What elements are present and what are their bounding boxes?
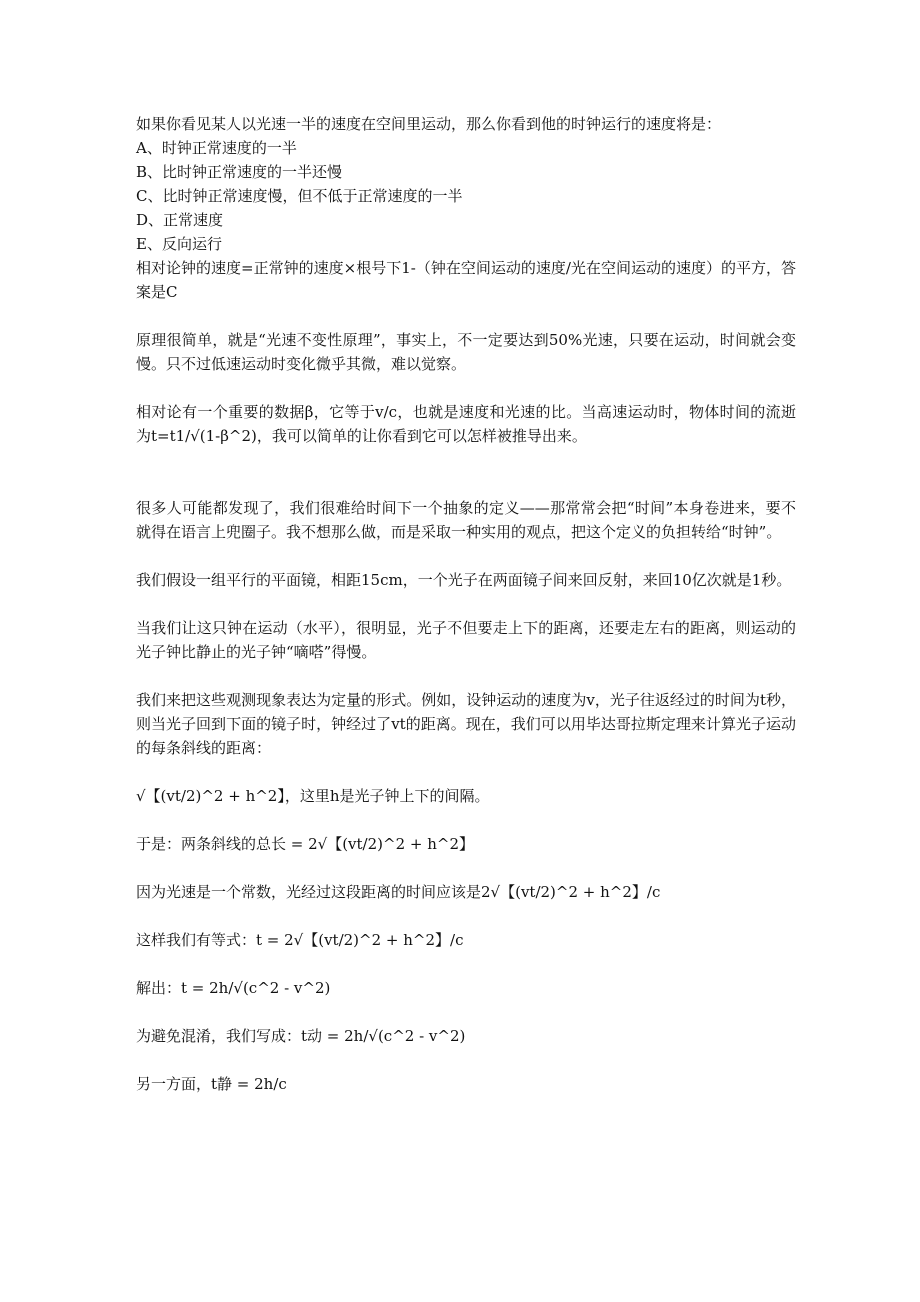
spacer (136, 376, 796, 400)
document-body (136, 112, 796, 1096)
spacer (136, 904, 796, 928)
spacer (136, 808, 796, 832)
spacer (136, 1000, 796, 1024)
option-d: D、正常速度 (136, 211, 224, 229)
option-e: E、反向运行 (136, 235, 222, 253)
option-c: C、比时钟正常速度慢，但不低于正常速度的一半 (136, 187, 463, 205)
beta-paragraph: 相对论有一个重要的数据β，它等于v/c，也就是速度和光速的比。当高速运动时，物体时间的流逝为t=t1/√(1-β^2)，我可以简单的让你看到它可以怎样被推导出来。 (136, 403, 796, 445)
equation-main: 这样我们有等式：t = 2√【(vt/2)^2 + h^2】/c (136, 931, 464, 949)
option-b: B、比时钟正常速度的一半还慢 (136, 163, 343, 181)
equation-rest-time: 另一方面，t静 = 2h/c (136, 1075, 287, 1093)
spacer (136, 856, 796, 880)
equation-total-length: 于是：两条斜线的总长 = 2√【(vt/2)^2 + h^2】 (136, 835, 474, 853)
mirrors-paragraph: 我们假设一组平行的平面镜，相距15cm，一个光子在两面镜子间来回反射，来回10亿次就是1秒。 (136, 571, 792, 589)
principle-paragraph: 原理很简单，就是“光速不变性原理”，事实上，不一定要达到50%光速，只要在运动，时间就会变慢。只不过低速运动时变化微乎其微，难以觉察。 (136, 331, 796, 373)
equation-solution: 解出：t = 2h/√(c^2 - v^2) (136, 979, 331, 997)
spacer (136, 592, 796, 616)
spacer (136, 1048, 796, 1072)
spacer (136, 448, 796, 496)
spacer (136, 544, 796, 568)
spacer (136, 952, 796, 976)
equation-diagonal: √【(vt/2)^2 + h^2】，这里h是光子钟上下的间隔。 (136, 787, 490, 805)
definition-paragraph: 很多人可能都发现了，我们很难给时间下一个抽象的定义——那常常会把“时间”本身卷进来，要不就得在语言上兜圈子。我不想那么做，而是采取一种实用的观点，把这个定义的负担转给“时钟”。 (136, 499, 796, 541)
spacer (136, 664, 796, 688)
question-stem: 如果你看见某人以光速一半的速度在空间里运动，那么你看到他的时钟运行的速度将是： (136, 115, 722, 133)
answer-explanation: 相对论钟的速度=正常钟的速度×根号下1-（钟在空间运动的速度/光在空间运动的速度）的平方，答案是C (136, 259, 796, 301)
equation-time: 因为光速是一个常数，光经过这段距离的时间应该是2√【(vt/2)^2 + h^2】/c (136, 883, 661, 901)
equation-moving-time: 为避免混淆，我们写成：t动 = 2h/√(c^2 - v^2) (136, 1027, 466, 1045)
option-a: A、时钟正常速度的一半 (136, 139, 297, 157)
spacer (136, 760, 796, 784)
quantitative-paragraph: 我们来把这些观测现象表达为定量的形式。例如，设钟运动的速度为v，光子往返经过的时间为t秒，则当光子回到下面的镜子时，钟经过了vt的距离。现在，我们可以用毕达哥拉斯定理来计算光子运动的每条斜线的距离： (136, 691, 796, 757)
spacer (136, 304, 796, 328)
moving-clock-paragraph: 当我们让这只钟在运动（水平），很明显，光子不但要走上下的距离，还要走左右的距离，则运动的光子钟比静止的光子钟“嘀嗒”得慢。 (136, 619, 796, 661)
